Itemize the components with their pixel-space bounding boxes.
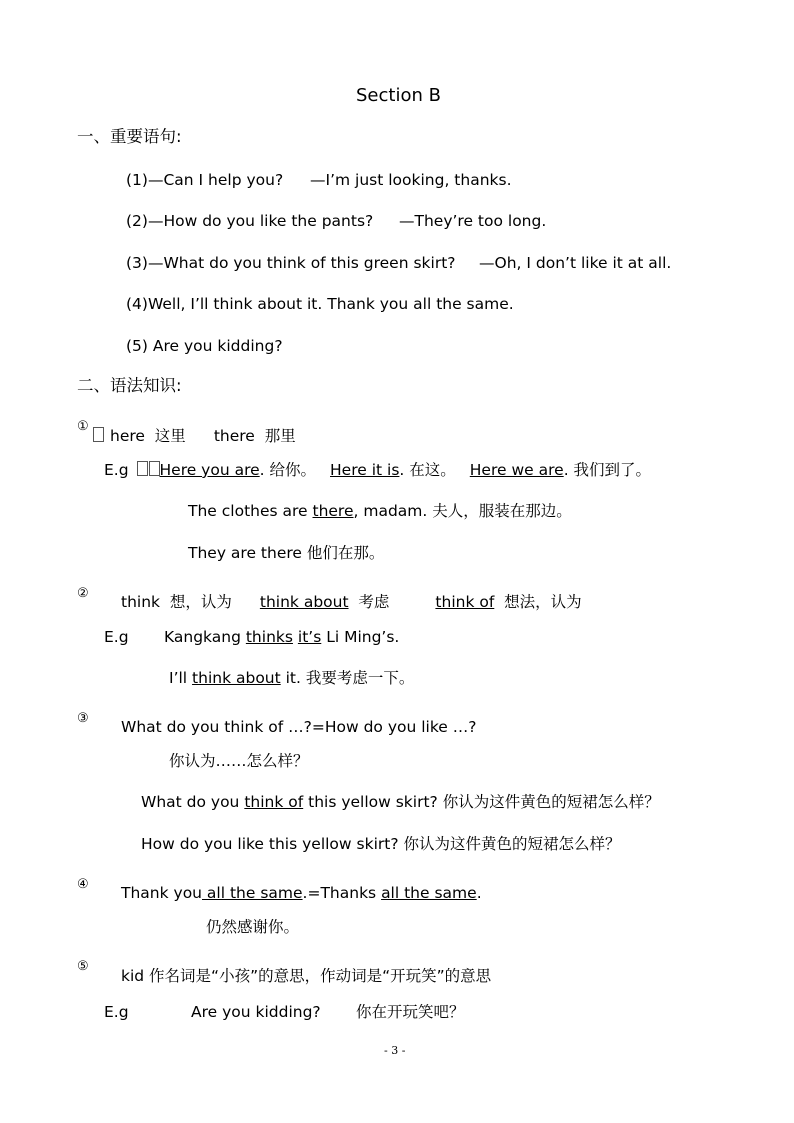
sentence-1-answer: —I’m just looking, thanks. [310,171,512,189]
sentence-5: (5) Are you kidding? [126,337,283,355]
sentence-2-answer: —They’re too long. [399,212,547,230]
point-4-marker: ④ [77,877,89,892]
example-here-it-is-cn: . 在这。 [399,461,456,479]
point-2-eg-label: E.g [104,628,129,646]
point-2-line: think 想，认为 think about 考虑 think of 想法，认为 [121,593,582,611]
eg-label: E.g [104,461,129,479]
example-here-we-are-cn: . 我们到了。 [563,461,652,479]
point-2-example-2: I’ll think about it. 我要考虑一下。 [169,669,415,687]
point-5-marker: ⑤ [77,959,89,974]
sentence-1-question: (1)—Can I help you? [126,171,284,189]
point-1-examples [104,460,651,480]
example-here-you-are: Here you are [159,461,260,479]
sentence-3-question: (3)—What do you think of this green skirt? [126,254,456,272]
point-5-example-en: Are you kidding? [191,1003,321,1021]
missing-glyph-icon [93,427,104,442]
point-5-example-cn: 你在开玩笑吧？ [356,1003,465,1021]
example-here-it-is: Here it is [330,461,400,479]
missing-glyph-icon [137,461,148,476]
word-here: here [110,427,145,445]
section-heading-key-sentences: 一、重要语句: [77,127,182,146]
point-4-line: Thank you all the same.=Thanks all the same. [121,884,482,902]
point-3-example-2: How do you like this yellow skirt? 你认为这件黄色的短裙怎么样？ [141,835,621,853]
word-there: there [213,427,255,445]
point-3-line-2: 你认为……怎么样？ [169,752,309,770]
point-2-marker: ② [77,586,89,601]
sentence-3-answer: —Oh, I don’t like it at all. [479,254,672,272]
point-5-line: kid 作名词是“小孩”的意思，作动词是“开玩笑”的意思 [121,967,492,985]
page-number: - 3 - [384,1044,406,1057]
sentence-2-question: (2)—How do you like the pants? [126,212,374,230]
word-here-cn: 这里 [154,427,186,445]
point-3-marker: ③ [77,711,89,726]
point-5-eg-label: E.g [104,1003,129,1021]
example-here-we-are: Here we are [469,461,564,479]
missing-glyph-icon [149,461,160,476]
point-1-line [93,426,296,446]
sentence-4: (4)Well, I’ll think about it. Thank you all the same. [126,295,514,313]
word-there-cn: 那里 [264,427,296,445]
point-2-example-1: Kangkang thinks it’s Li Ming’s. [164,628,400,646]
point-1-example-3: They are there 他们在那。 [188,544,385,562]
page-title: Section B [356,85,441,106]
point-3-example-1: What do you think of this yellow skirt? 你认为这件黄色的短裙怎么样？ [141,793,660,811]
point-4-translation: 仍然感谢你。 [206,918,300,936]
point-3-line-1: What do you think of …?=How do you like …? [121,718,477,736]
point-1-example-2: The clothes are there, madam. 夫人，服装在那边。 [188,502,572,520]
example-here-you-are-cn: . 给你。 [259,461,317,479]
point-1-marker: ① [77,419,89,434]
section-heading-grammar: 二、语法知识: [77,376,182,395]
